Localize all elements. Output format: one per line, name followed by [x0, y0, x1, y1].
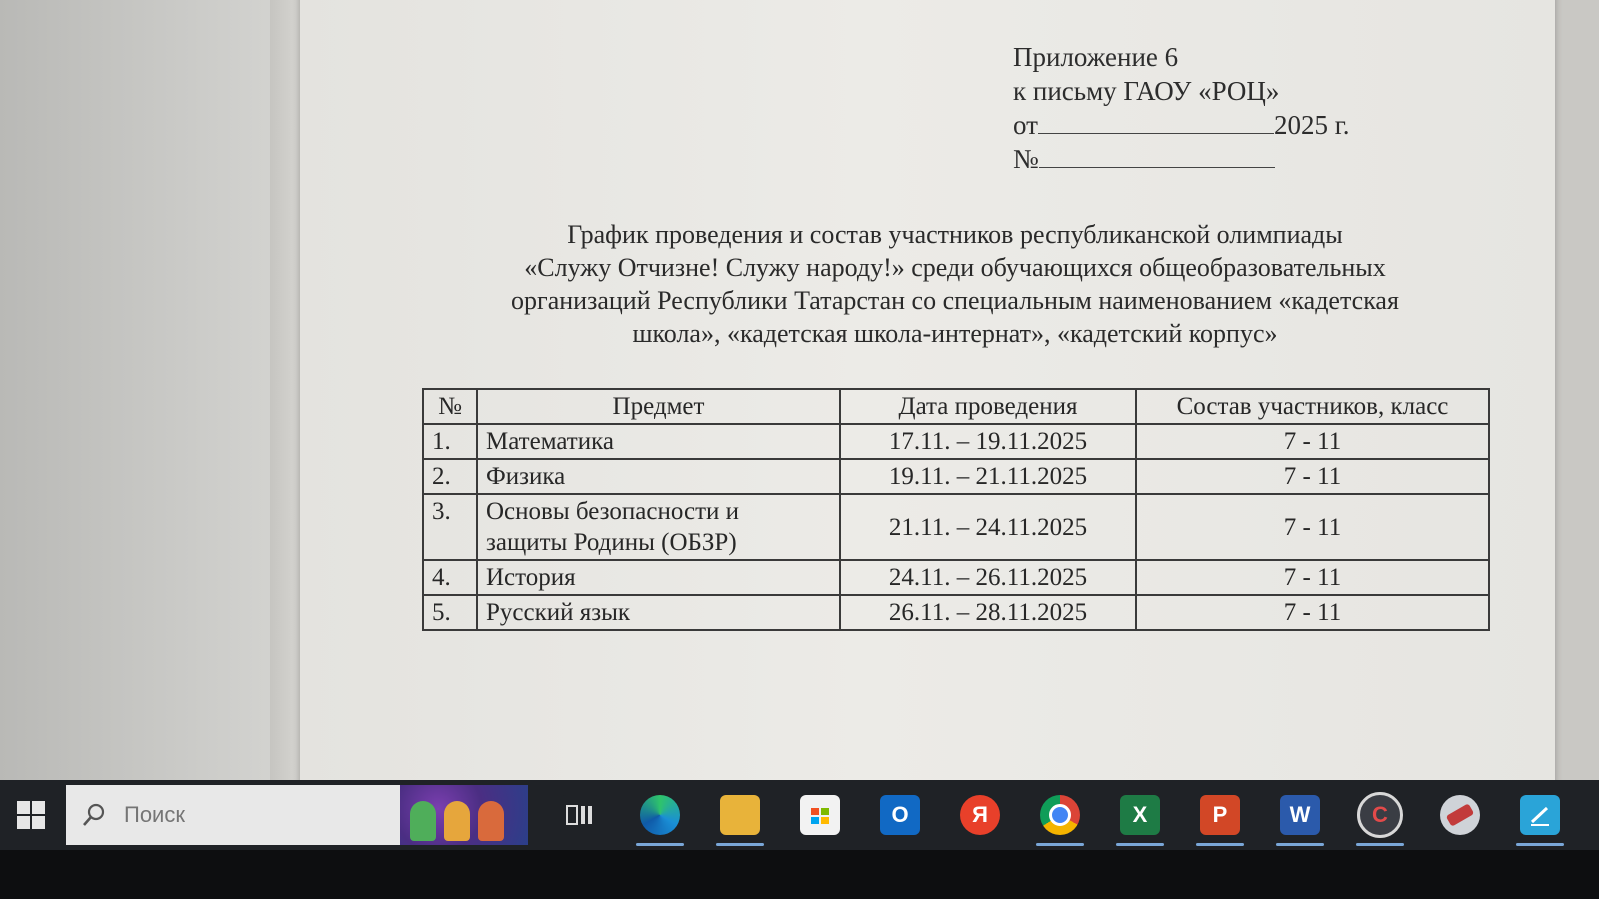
header-number: №	[423, 389, 477, 424]
row-subject	[477, 595, 840, 630]
app-photo-icon	[1440, 795, 1480, 835]
app-c-icon	[1357, 792, 1403, 838]
title-line: «Служу Отчизне! Служу народу!» среди обучающихся общеобразовательных	[524, 253, 1386, 282]
subject-line: История	[486, 564, 576, 591]
widget-figure	[444, 801, 470, 841]
running-indicator	[1516, 843, 1564, 846]
bottom-bezel	[0, 850, 1599, 899]
app-pen-icon	[1520, 795, 1560, 835]
table-row	[423, 595, 1489, 630]
appendix-from-line	[1013, 108, 1349, 142]
app-glyph: P	[1212, 802, 1228, 827]
taskbar-pinned-apps	[540, 780, 1580, 850]
row-grades: 7 - 11	[1136, 595, 1489, 630]
word-icon	[1280, 795, 1320, 835]
row-number: 5.	[423, 595, 477, 630]
table-row	[423, 459, 1489, 494]
table-row	[423, 560, 1489, 595]
app-glyph: O	[891, 802, 909, 827]
number-blank-line	[1039, 147, 1275, 168]
task-view-taskbar-button[interactable]	[540, 780, 620, 850]
row-dates: 26.11. – 28.11.2025	[840, 595, 1136, 630]
header-date: Дата проведения	[840, 389, 1136, 424]
widget-figure	[478, 801, 504, 841]
edge-icon	[640, 795, 680, 835]
row-number: 4.	[423, 560, 477, 595]
edge-taskbar-button[interactable]	[620, 780, 700, 850]
row-subject	[477, 560, 840, 595]
title-line: График проведения и состав участников республиканской олимпиады	[567, 220, 1343, 249]
app-photo-taskbar-button[interactable]	[1420, 780, 1500, 850]
appendix-line-1: Приложение 6	[1013, 42, 1179, 72]
running-indicator	[1276, 843, 1324, 846]
search-icon	[66, 802, 122, 828]
appendix-block	[1013, 40, 1349, 176]
row-subject	[477, 459, 840, 494]
row-dates: 17.11. – 19.11.2025	[840, 424, 1136, 459]
title-line: организаций Республики Татарстан со специальным наименованием «кадетская	[511, 286, 1399, 315]
widget-figure	[410, 801, 436, 841]
chrome-icon	[1040, 795, 1080, 835]
running-indicator	[716, 843, 764, 846]
yandex-browser-icon	[960, 795, 1000, 835]
subject-line: Математика	[486, 428, 614, 455]
subject-line: Основы безопасности и	[486, 498, 740, 525]
store-taskbar-button[interactable]	[780, 780, 860, 850]
powerpoint-taskbar-button[interactable]	[1180, 780, 1260, 850]
window-right-gutter	[1555, 0, 1599, 780]
header-participants: Состав участников, класс	[1136, 389, 1489, 424]
excel-taskbar-button[interactable]	[1100, 780, 1180, 850]
taskbar	[0, 780, 1599, 850]
row-grades: 7 - 11	[1136, 560, 1489, 595]
row-subject	[477, 494, 840, 560]
page-edge	[270, 0, 300, 780]
running-indicator	[1356, 843, 1404, 846]
running-indicator	[1116, 843, 1164, 846]
table-body	[423, 424, 1489, 630]
appendix-line-2: к письму ГАОУ «РОЦ»	[1013, 76, 1280, 106]
subject-line: Русский язык	[486, 599, 631, 626]
outlook-taskbar-button[interactable]	[860, 780, 940, 850]
row-number: 2.	[423, 459, 477, 494]
file-explorer-taskbar-button[interactable]	[700, 780, 780, 850]
excel-icon	[1120, 795, 1160, 835]
app-c-taskbar-button[interactable]	[1340, 780, 1420, 850]
outlook-icon	[880, 795, 920, 835]
running-indicator	[1036, 843, 1084, 846]
schedule-table	[422, 388, 1490, 631]
app-glyph: X	[1132, 802, 1148, 827]
row-subject	[477, 424, 840, 459]
app-glyph: W	[1289, 802, 1311, 827]
appendix-number-prefix: №	[1013, 144, 1039, 174]
row-number: 3.	[423, 494, 477, 560]
appendix-number-line	[1013, 142, 1349, 176]
powerpoint-icon	[1200, 795, 1240, 835]
chrome-taskbar-button[interactable]	[1020, 780, 1100, 850]
appendix-from-prefix: от	[1013, 110, 1038, 140]
document-title	[430, 218, 1480, 350]
file-explorer-icon	[720, 795, 760, 835]
header-subject: Предмет	[477, 389, 840, 424]
running-indicator	[1196, 843, 1244, 846]
table-row	[423, 494, 1489, 560]
taskbar-search-box[interactable]	[66, 785, 528, 845]
running-indicator	[636, 843, 684, 846]
row-dates: 21.11. – 24.11.2025	[840, 494, 1136, 560]
task-view-icon	[560, 795, 600, 835]
row-grades: 7 - 11	[1136, 494, 1489, 560]
row-dates: 19.11. – 21.11.2025	[840, 459, 1136, 494]
row-grades: 7 - 11	[1136, 424, 1489, 459]
search-highlight-widget[interactable]	[400, 785, 528, 845]
date-blank-line	[1038, 113, 1274, 134]
row-number: 1.	[423, 424, 477, 459]
subject-line: защиты Родины (ОБЗР)	[486, 529, 737, 556]
row-dates: 24.11. – 26.11.2025	[840, 560, 1136, 595]
app-pen-taskbar-button[interactable]	[1500, 780, 1580, 850]
appendix-from-suffix: 2025 г.	[1273, 110, 1350, 140]
table-row	[423, 424, 1489, 459]
app-glyph: Я	[972, 802, 988, 827]
search-input[interactable]	[122, 801, 376, 829]
app-glyph: C	[1372, 802, 1388, 827]
store-icon	[800, 795, 840, 835]
start-button[interactable]	[0, 780, 62, 850]
word-taskbar-button[interactable]	[1260, 780, 1340, 850]
subject-line: Физика	[486, 463, 566, 490]
yandex-browser-taskbar-button[interactable]	[940, 780, 1020, 850]
windows-logo-icon	[17, 801, 45, 829]
row-grades: 7 - 11	[1136, 459, 1489, 494]
title-line: школа», «кадетская школа-интернат», «кадетский корпус»	[632, 319, 1278, 348]
table-header-row	[423, 389, 1489, 424]
